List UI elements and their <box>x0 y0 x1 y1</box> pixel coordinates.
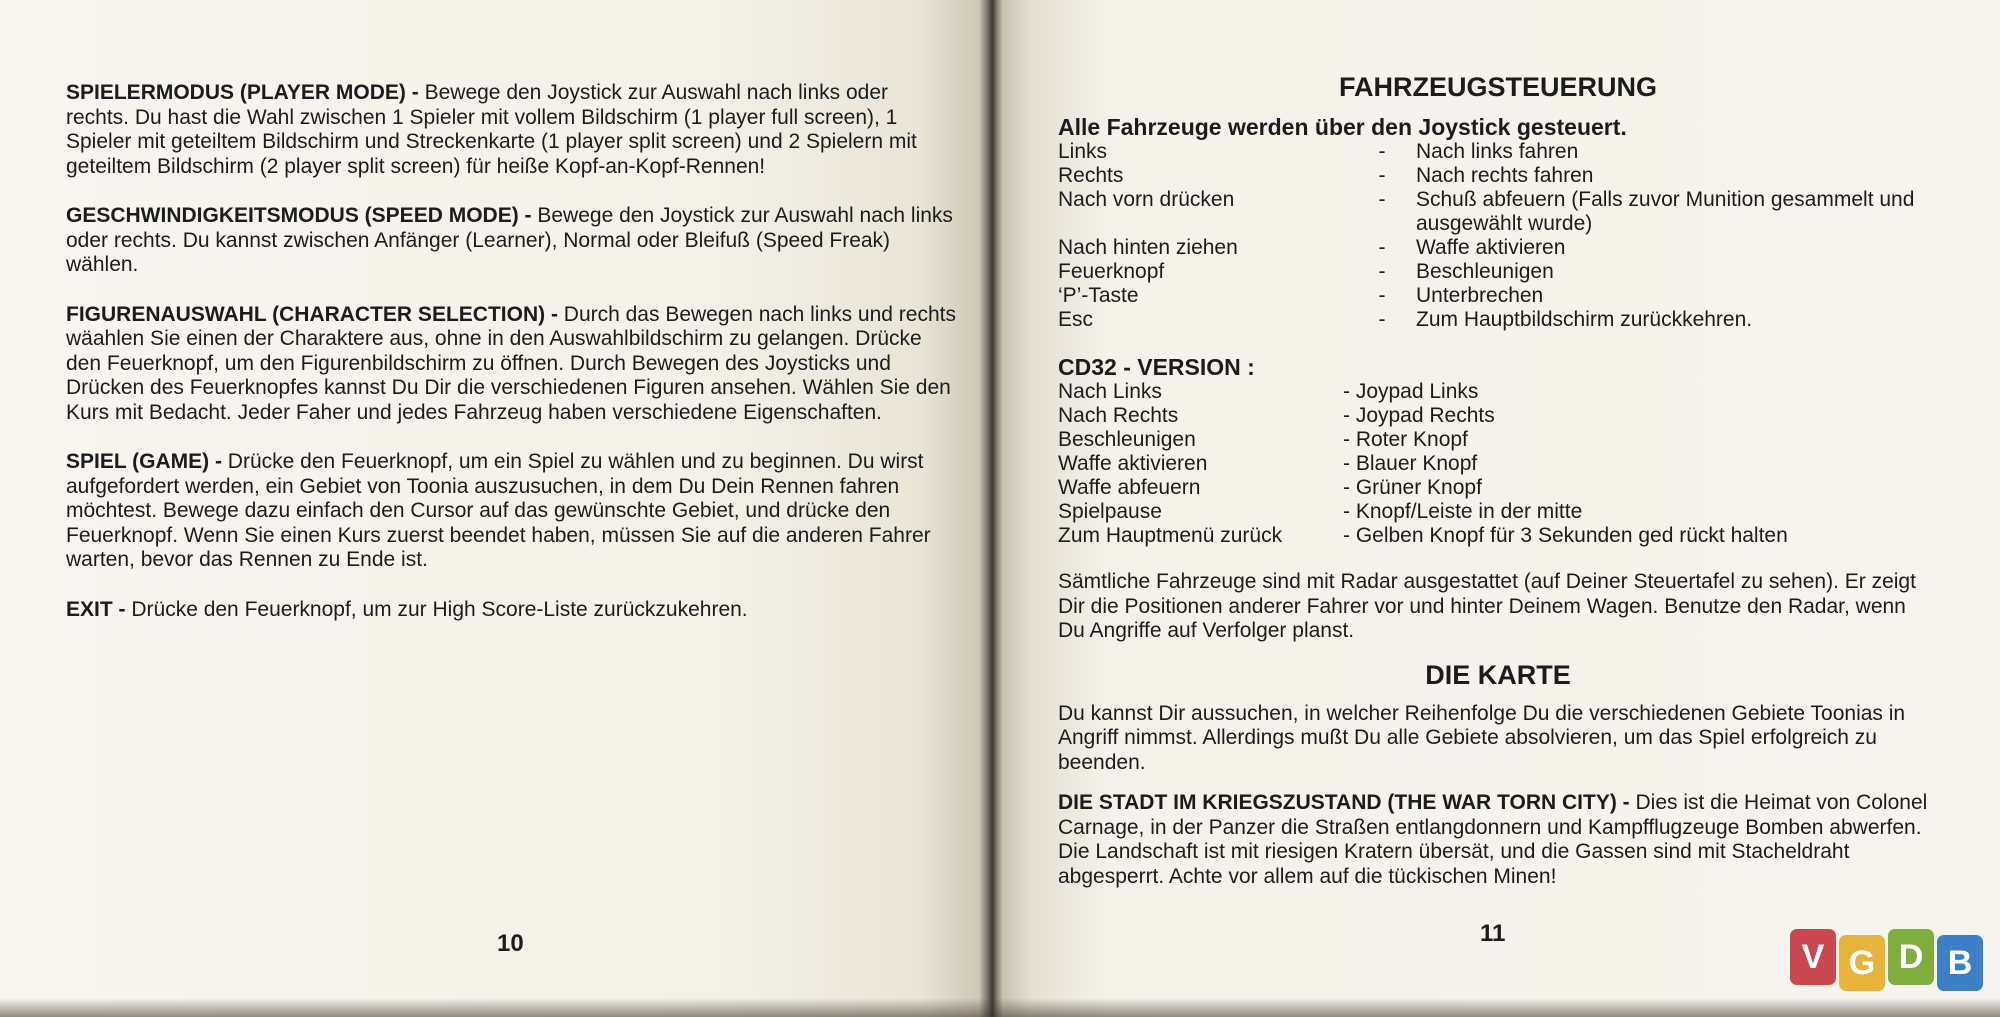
control-key: Nach hinten ziehen <box>1058 236 1238 259</box>
table-row <box>1058 284 1938 308</box>
control-separator: - <box>1378 308 1386 331</box>
control-separator: - <box>1378 236 1386 259</box>
control-key: Nach vorn drücken <box>1058 188 1235 211</box>
map-paragraph: Du kannst Dir aussuchen, in welcher Reihenfolge Du die verschiedenen Gebiete Toonias in Angriff nimmst. Allerdings mußt Du alle Gebiete absolvieren, um das Spiel erfolgreich zu beenden. <box>1058 701 1906 774</box>
joystick-controls-table <box>1058 140 1938 332</box>
page-number-left: 10 <box>497 930 524 957</box>
control-separator: - <box>1378 260 1386 283</box>
paragraph-text: Drücke den Feuerknopf, um zur High Score-Liste zurückzukehren. <box>125 597 748 621</box>
table-row <box>1058 188 1938 236</box>
table-row <box>1058 500 1788 524</box>
control-action: Zum Hauptbildschirm zurückkehren. <box>1416 308 1753 331</box>
control-key: Links <box>1058 140 1108 163</box>
table-row <box>1058 428 1788 452</box>
control-key: Rechts <box>1058 164 1124 187</box>
control-separator: - <box>1378 188 1386 211</box>
cd32-action: - Joypad Links <box>1343 380 1479 403</box>
cd32-action: - Knopf/Leiste in der mitte <box>1343 500 1583 523</box>
cd32-action: - Grüner Knopf <box>1343 476 1482 499</box>
controls-heading: Alle Fahrzeuge werden über den Joystick gesteuert. <box>1058 114 1627 140</box>
control-action: Nach links fahren <box>1416 140 1579 163</box>
cd32-key: Beschleunigen <box>1058 428 1196 451</box>
cd32-action: - Roter Knopf <box>1343 428 1468 451</box>
control-separator: - <box>1378 164 1386 187</box>
table-row <box>1058 260 1938 284</box>
paragraph-heading: FIGURENAUSWAHL (CHARACTER SELECTION) - <box>66 302 558 326</box>
cd32-key: Spielpause <box>1058 500 1162 523</box>
paragraph-text: Dies ist die Heimat von Colonel Carnage, in der Panzer die Straßen entlangdonnern und Kampfflugzeuge Bomben abwerfen. Die Landschaft ist mit riesigen Kratern übersät, und die Gassen sind mit Stacheldraht abgesperrt. Achte vor allem auf die tückischen Minen! <box>1058 791 1928 888</box>
paragraph-text: Bewege den Joystick zur Auswahl nach links oder rechts. Du kannst zwischen Anfänger (Learner), Normal oder Bleifuß (Speed Freak) wählen. <box>66 204 953 276</box>
control-action: Nach rechts fahren <box>1416 164 1594 187</box>
control-action: Schuß abfeuern (Falls zuvor Munition gesammelt und ausgewählt wurde) <box>1416 188 1915 235</box>
book-spine <box>978 0 1004 1017</box>
paragraph-speed-mode <box>66 204 956 278</box>
paragraph-player-mode <box>66 81 956 179</box>
table-row <box>1058 476 1788 500</box>
table-row <box>1058 140 1938 164</box>
paragraph-exit <box>66 598 956 623</box>
table-row <box>1058 164 1938 188</box>
table-row <box>1058 524 1788 548</box>
right-column <box>1058 70 1938 914</box>
paragraph-text: Bewege den Joystick zur Auswahl nach links oder rechts. Du hast die Wahl zwischen 1 Spieler mit vollem Bildschirm (1 player full screen), 1 Spieler mit geteiltem Bildschirm und Streckenkarte (1 player split screen) und 2 Spielern mit geteiltem Bildschirm (2 player split screen) für heiße Kopf-an-Kopf-Rennen! <box>66 81 917 178</box>
cd32-action: - Gelben Knopf für 3 Sekunden ged rückt halten <box>1343 524 1788 547</box>
logo-tile-b: B <box>1937 935 1983 991</box>
table-row <box>1058 236 1938 260</box>
cd32-key: Waffe abfeuern <box>1058 476 1201 499</box>
cd32-key: Waffe aktivieren <box>1058 452 1208 475</box>
page-edge-shadow <box>0 998 2000 1017</box>
control-key: Feuerknopf <box>1058 260 1165 283</box>
control-key: ‘P’-Taste <box>1058 284 1139 307</box>
paragraph-text: Durch das Bewegen nach links und rechts wäahlen Sie einen der Charaktere aus, ohne in den Auswahlbildschirm zu gelangen. Drücke den Feuerknopf, um den Figurenbildschirm zu öffnen. Durch Bewegen des Joysticks und Drücken des Feuerknopfes kannst Du Dir die verschiedenen Figuren ansehen. Wählen Sie den Kurs mit Bedacht. Jeder Faher und jedes Fahrzeug haben verschiedene Eigenschaften. <box>66 302 956 424</box>
control-separator: - <box>1378 140 1386 163</box>
page-number-right: 11 <box>1480 920 1506 947</box>
control-action: Unterbrechen <box>1416 284 1544 307</box>
cd32-action: - Blauer Knopf <box>1343 452 1478 475</box>
control-separator: - <box>1378 284 1386 307</box>
paragraph-heading: SPIELERMODUS (PLAYER MODE) - <box>66 81 419 104</box>
control-action: Beschleunigen <box>1416 260 1554 283</box>
paragraph-heading: GESCHWINDIGKEITSMODUS (SPEED MODE) - <box>66 204 532 227</box>
cd32-key: Zum Hauptmenü zurück <box>1058 524 1283 547</box>
cd32-heading: CD32 - VERSION : <box>1058 354 1255 380</box>
table-row <box>1058 380 1788 404</box>
cd32-action: - Joypad Rechts <box>1343 404 1495 427</box>
control-action: Waffe aktivieren <box>1416 236 1566 259</box>
logo-tile-d: D <box>1888 929 1934 985</box>
paragraph-war-torn-city <box>1058 791 1938 889</box>
cd32-key: Nach Rechts <box>1058 404 1179 427</box>
cd32-controls-table <box>1058 380 1788 548</box>
paragraph-heading: EXIT - <box>66 597 126 621</box>
section-title-vehicle-control: FAHRZEUGSTEUERUNG <box>1338 72 1657 102</box>
left-page <box>0 0 990 1017</box>
paragraph-game <box>66 450 956 573</box>
paragraph-text: Drücke den Feuerknopf, um ein Spiel zu wählen und zu beginnen. Du wirst aufgefordert werden, ein Gebiet von Toonia auszusuchen, in dem Du Dein Rennen fahren möchtest. Bewege dazu einfach den Cursor auf das gewünschte Gebiet, und drücke den Feuerknopf. Wenn Sie einen Kurs zuerst beendet haben, müssen Sie auf die anderen Fahrer warten, bevor das Rennen zu Ende ist. <box>66 450 931 571</box>
left-column <box>66 81 956 647</box>
section-title-map: DIE KARTE <box>1425 659 1571 690</box>
table-row <box>1058 404 1788 428</box>
vgdb-watermark-logo <box>1790 929 1990 995</box>
paragraph-character-selection <box>66 303 956 426</box>
logo-tile-v: V <box>1790 929 1836 985</box>
radar-paragraph: Sämtliche Fahrzeuge sind mit Radar ausgestattet (auf Deiner Steuertafel zu sehen). Er zeigt Dir die Positionen anderer Fahrer vor und hinter Deinem Wagen. Benutze den Radar, wenn Du Angriffe auf Verfolger planst. <box>1058 570 1916 642</box>
table-row <box>1058 308 1938 332</box>
cd32-key: Nach Links <box>1058 380 1162 403</box>
table-row <box>1058 452 1788 476</box>
logo-tile-g: G <box>1839 935 1885 991</box>
paragraph-heading: DIE STADT IM KRIEGSZUSTAND (THE WAR TORN CITY) - <box>1058 791 1630 814</box>
control-key: Esc <box>1058 308 1094 331</box>
paragraph-heading: SPIEL (GAME) - <box>66 450 222 473</box>
